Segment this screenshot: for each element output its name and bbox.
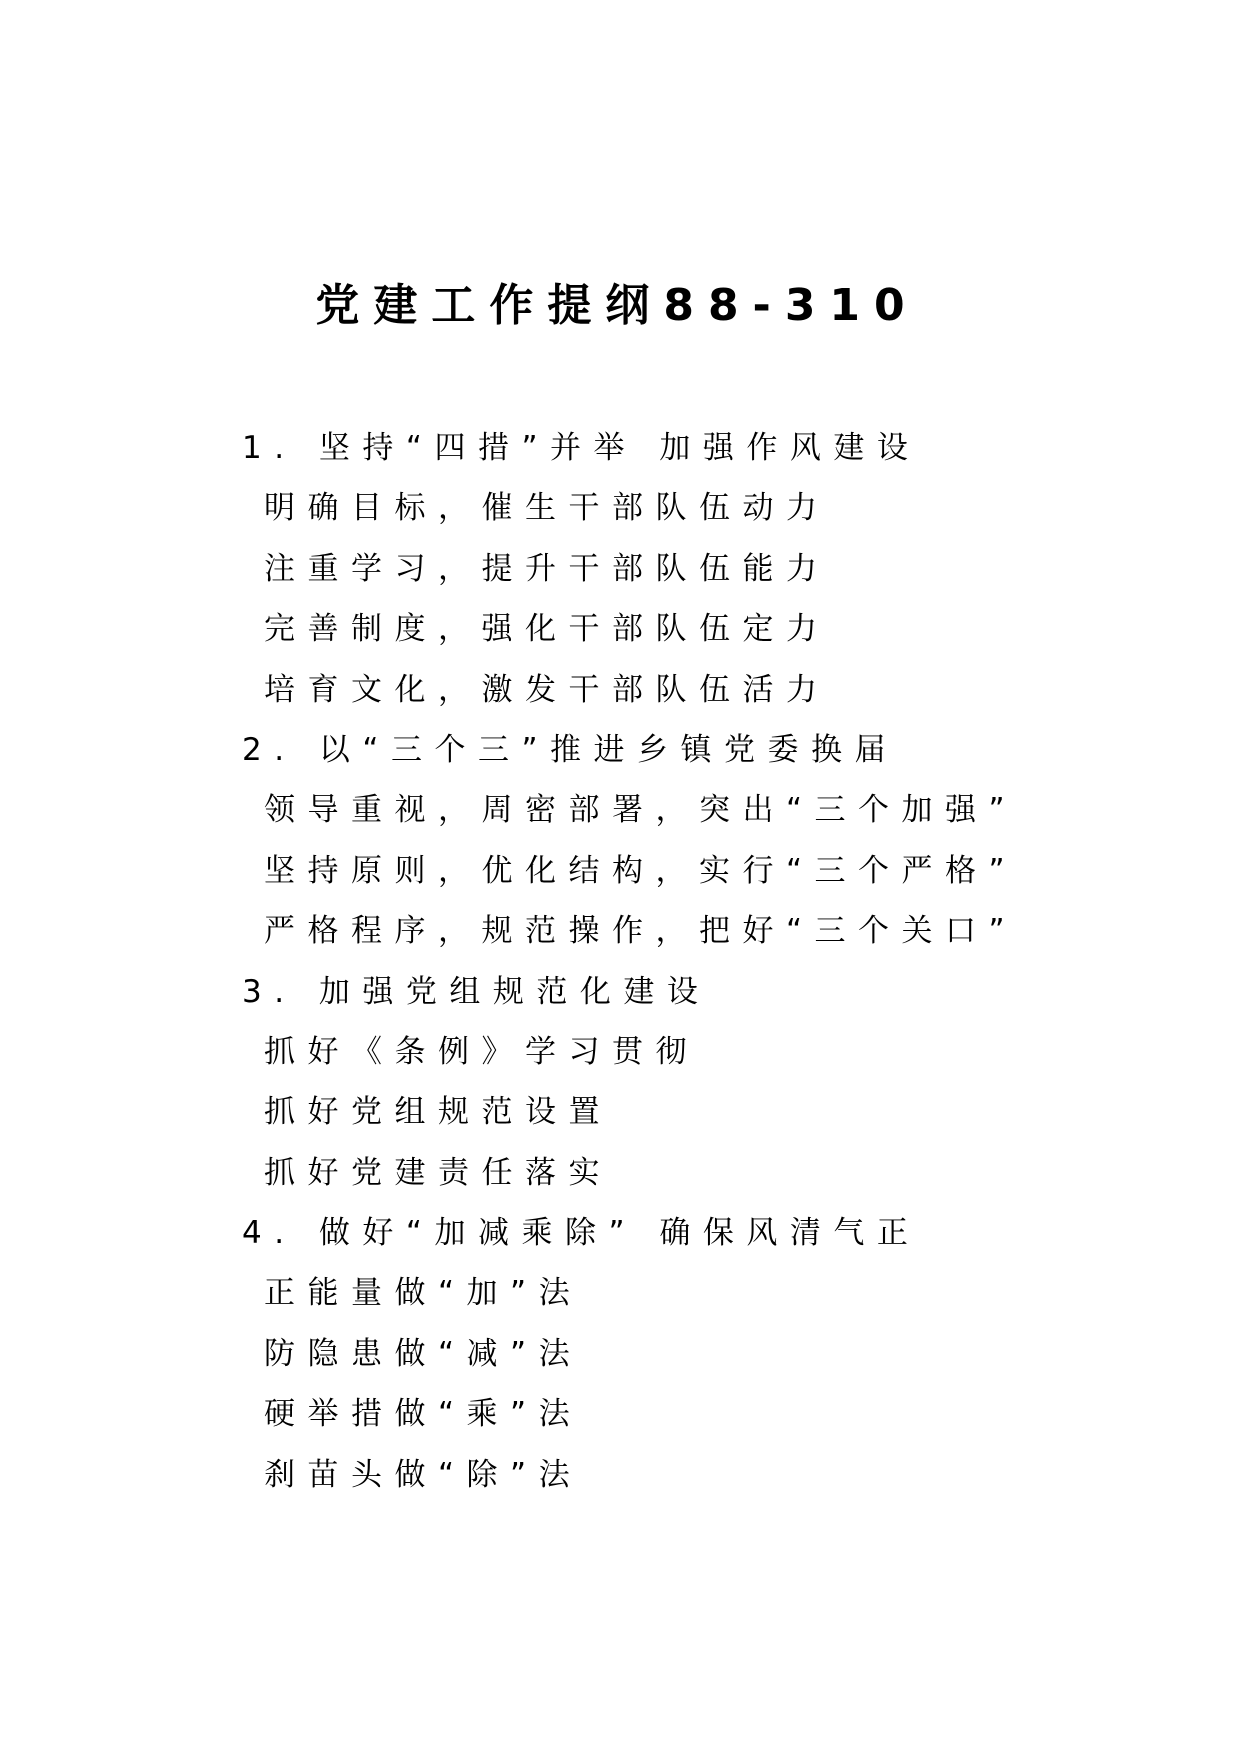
section-item: 防隐患做“减”法 bbox=[264, 1335, 583, 1372]
section-item: 坚持原则，优化结构，实行“三个严格” bbox=[264, 852, 1018, 889]
section-item: 领导重视，周密部署，突出“三个加强” bbox=[264, 792, 1018, 829]
section-heading: 4. 做好“加减乘除” 确保风清气正 bbox=[242, 1215, 921, 1252]
section-item: 注重学习，提升干部队伍能力 bbox=[264, 550, 830, 587]
section-heading: 1. 坚持“四措”并举 加强作风建设 bbox=[242, 430, 921, 466]
section-item: 完善制度，强化干部队伍定力 bbox=[264, 611, 830, 648]
section-item: 明确目标，催生干部队伍动力 bbox=[264, 490, 830, 527]
section-heading: 3. 加强党组规范化建设 bbox=[242, 973, 711, 1010]
document-title: 党建工作提纲88-310 bbox=[315, 280, 919, 331]
section-item: 正能量做“加”法 bbox=[264, 1275, 583, 1312]
section-item: 抓好党组规范设置 bbox=[264, 1094, 612, 1131]
section-item: 刹苗头做“除”法 bbox=[264, 1456, 583, 1493]
section-item: 培育文化，激发干部队伍活力 bbox=[264, 671, 830, 708]
section-heading: 2. 以“三个三”推进乡镇党委换届 bbox=[242, 731, 899, 768]
section-item: 严格程序，规范操作，把好“三个关口” bbox=[264, 913, 1018, 950]
section-item: 抓好党建责任落实 bbox=[264, 1154, 612, 1191]
outline-list bbox=[242, 418, 1182, 1505]
section-item: 抓好《条例》学习贯彻 bbox=[264, 1033, 699, 1070]
section-item: 硬举措做“乘”法 bbox=[264, 1396, 583, 1433]
